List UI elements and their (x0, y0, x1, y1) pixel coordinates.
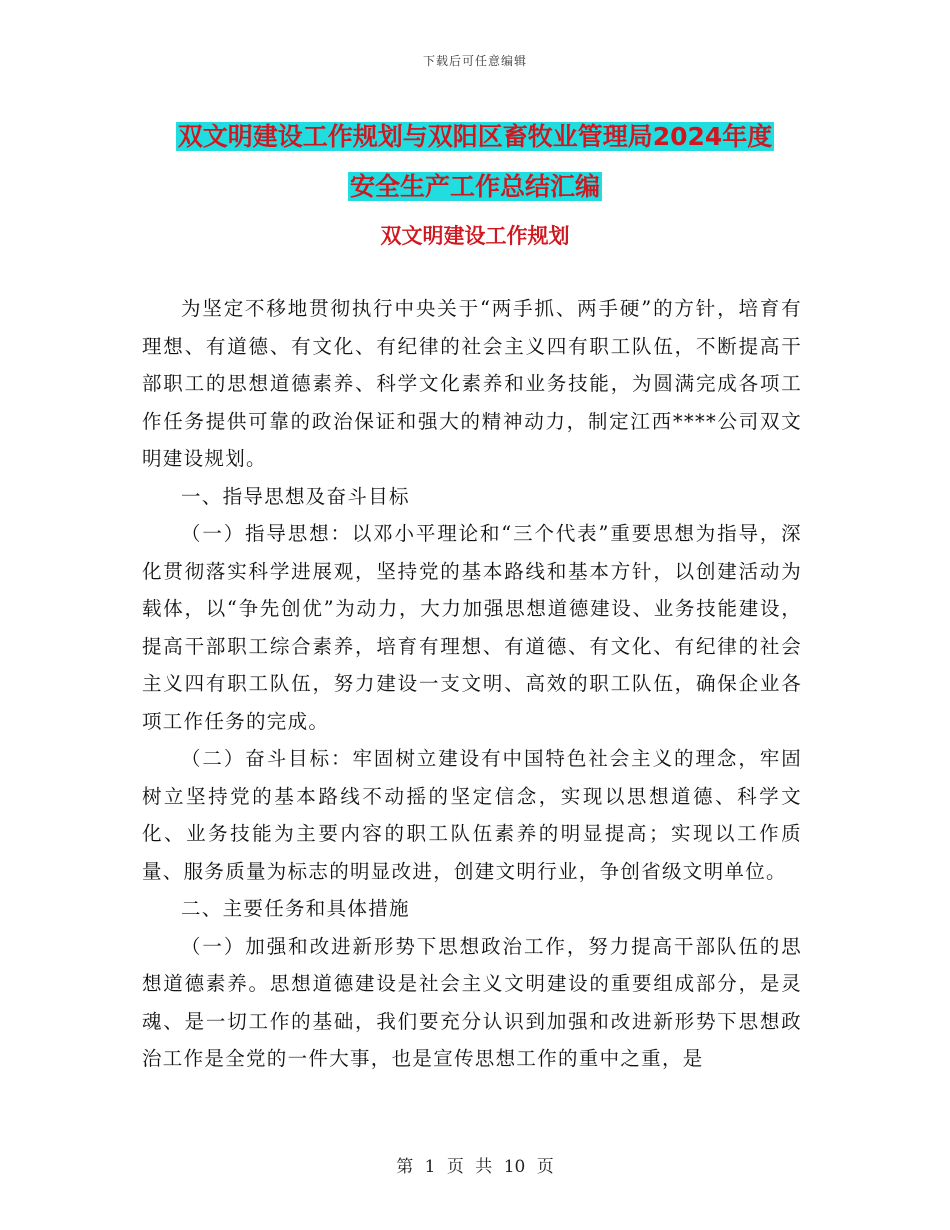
paragraph-task-1: （一）加强和改进新形势下思想政治工作，努力提高干部队伍的思想道德素养。思想道德建设是社会主义文明建设的重要组成部分，是灵魂、是一切工作的基础，我们要充分认识到加强和改进新形势下思想政治工作是全党的一件大事，也是宣传思想工作的重中之重，是 (142, 934, 802, 1070)
paragraph-guiding-ideology: （一）指导思想：以邓小平理论和“三个代表”重要思想为指导，深化贯彻落实科学进展观，坚持党的基本路线和基本方针，以创建活动为载体，以“争先创优”为动力，大力加强思想道德建设、业务技能建设，提高干部职工综合素养，培育有理想、有道德、有文化、有纪律的社会主义四有职工队伍，努力建设一支文明、高效的职工队伍，确保企业各项工作任务的完成。 (142, 522, 802, 733)
paragraph-intro: 为坚定不移地贯彻执行中央关于“两手抓、两手硬”的方针，培育有理想、有道德、有文化、有纪律的社会主义四有职工队伍，不断提高干部职工的思想道德素养、科学文化素养和业务技能，为圆满完成各项工作任务提供可靠的政治保证和强大的精神动力，制定江西****公司双文明建设规划。 (142, 297, 802, 470)
paragraph-goals: （二）奋斗目标：牢固树立建设有中国特色社会主义的理念，牢固树立坚持党的基本路线不动摇的坚定信念，实现以思想道德、科学文化、业务技能为主要内容的职工队伍素养的明显提高；实现以工作质量、服务质量为标志的明显改进，创建文明行业，争创省级文明单位。 (142, 747, 802, 883)
heading-main-tasks: 二、主要任务和具体措施 (181, 897, 410, 920)
section-title: 双文明建设工作规划 (380, 224, 570, 248)
document-body (142, 290, 802, 1078)
page-header-note: 下载后可任意编辑 (422, 54, 527, 68)
document-title (0, 112, 950, 212)
page-number: 第 1 页 共 10 页 (396, 1157, 554, 1177)
document-title-line-2: 安全生产工作总结汇编 (349, 172, 600, 201)
heading-guiding-ideology-and-goals: 一、指导思想及奋斗目标 (181, 484, 410, 508)
document-title-line-1: 双文明建设工作规划与双阳区畜牧业管理局2024年度 (177, 122, 773, 151)
